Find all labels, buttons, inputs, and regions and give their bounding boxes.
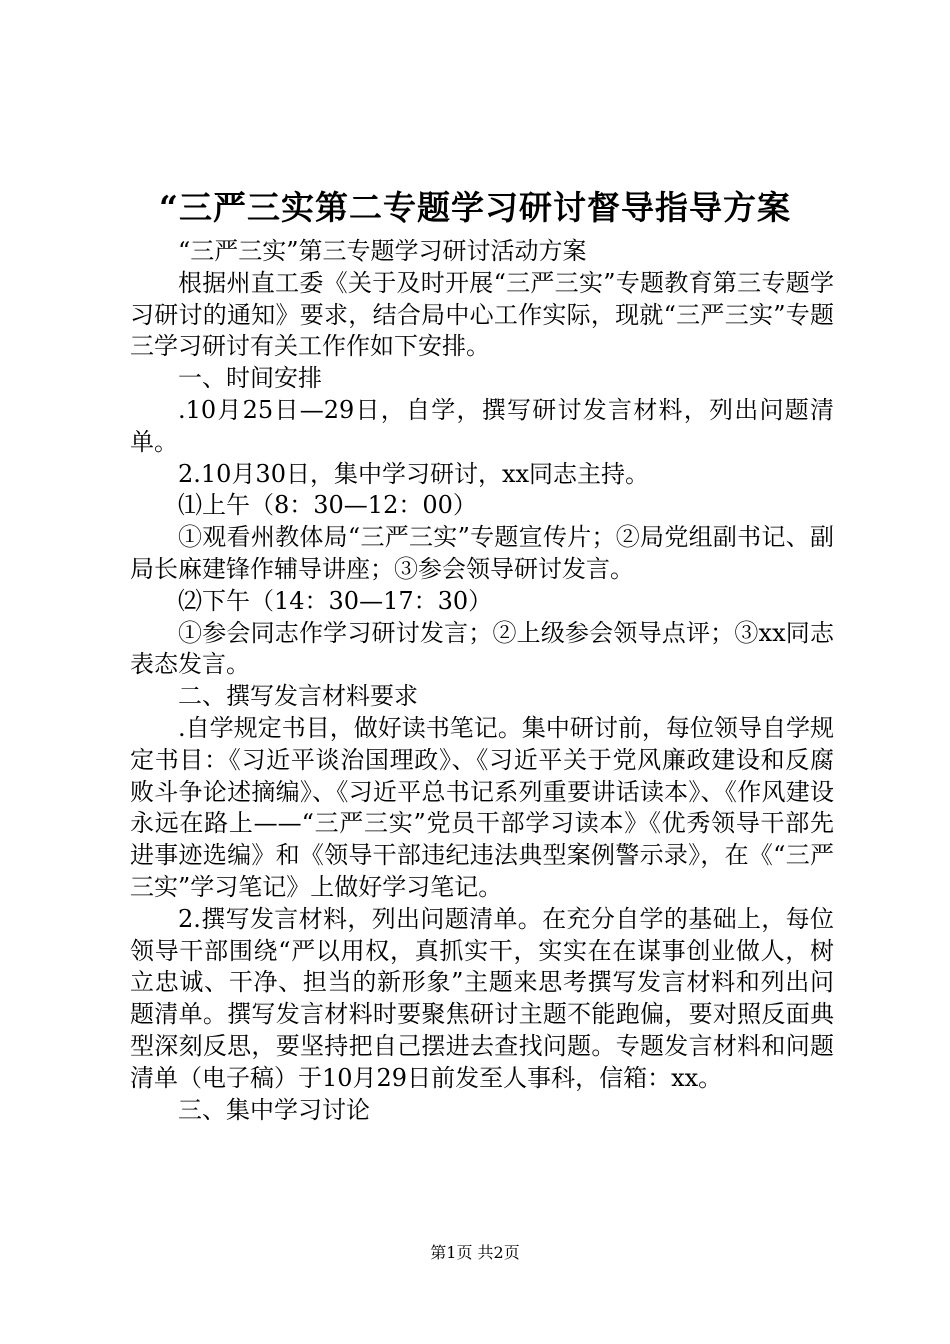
document-body [130,236,834,1126]
paragraph-morning-time: ⑴上午（8：30—12：00） [178,491,477,520]
paragraph-intro: 根据州直工委《关于及时开展“三严三实”专题教育第三专题学习研讨的通知》要求，结合局中心工作实际，现就“三严三实”专题三学习研讨有关工作作如下安排。 [130,268,834,361]
section-heading-materials: 二、撰写发言材料要求 [178,682,418,711]
document-subtitle: “三严三实”第三专题学习研讨活动方案 [178,237,587,265]
paragraph-morning-agenda: ①观看州教体局“三严三实”专题宣传片；②局党组副书记、副局长麻建锋作辅导讲座；③参会领导研讨发言。 [130,523,834,583]
paragraph-self-study-dates: .10月25日—29日，自学，撰写研讨发言材料，列出问题清单。 [130,395,834,456]
document-title: “三严三实第二专题学习研讨督导指导方案 [159,188,791,227]
paragraph-group-study-date: 2.10月30日，集中学习研讨，xx同志主持。 [178,459,650,488]
paragraph-afternoon-agenda: ①参会同志作学习研讨发言；②上级参会领导点评；③xx同志表态发言。 [130,618,834,679]
section-heading-group-discussion: 三、集中学习讨论 [178,1095,370,1124]
paragraph-afternoon-time: ⑵下午（14：30—17：30） [178,586,493,615]
page-number-footer: 第1页 共2页 [430,1243,520,1262]
paragraph-speech-materials: 2.撰写发言材料，列出问题清单。在充分自学的基础上，每位领导干部围绕“严以用权，真抓实干，实实在在谋事创业做人，树立忠诚、干净、担当的新形象”主题来思考撰写发言材料和列出问题清单。撰写发言材料时要聚焦研讨主题不能跑偏，要对照反面典型深刻反思，要坚持把自己摆进去查找问题。专题发言材料和问题清单（电子稿）于10月29日前发至人事科，信箱：xx。 [130,904,834,1092]
paragraph-reading-list: .自学规定书目，做好读书笔记。集中研讨前，每位领导自学规定书目：《习近平谈治国理政》、《习近平关于党风廉政建设和反腐败斗争论述摘编》、《习近平总书记系列重要讲话读本》、《作风建设永远在路上——“三严三实”党员干部学习读本》《优秀领导干部先进事迹选编》和《领导干部违纪违法典型案例警示录》，在《“三严三实”学习笔记》上做好学习笔记。 [130,713,834,901]
section-heading-schedule: 一、时间安排 [178,364,322,393]
